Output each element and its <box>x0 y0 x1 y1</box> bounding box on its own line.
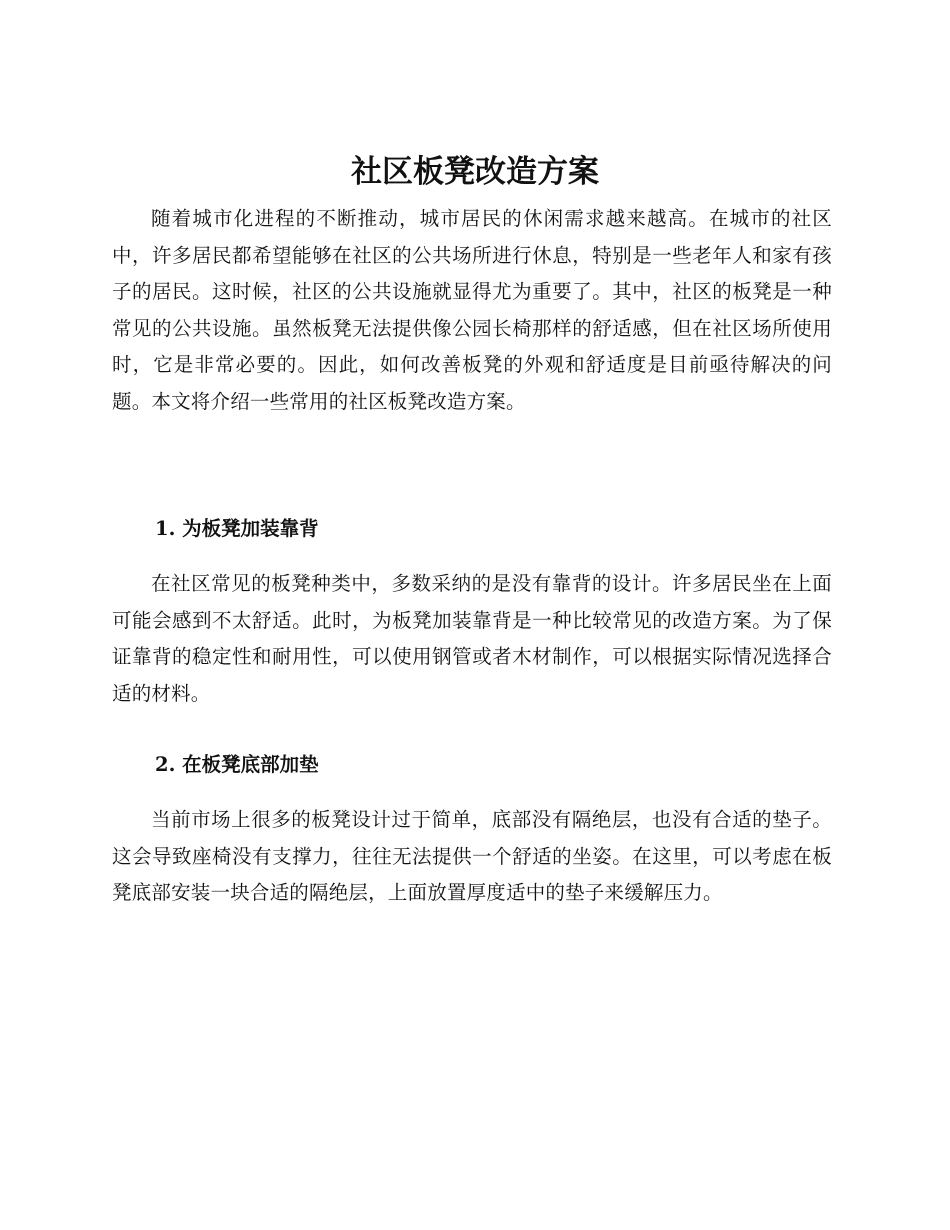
document-title: 社区板凳改造方案 <box>351 154 599 190</box>
section-body-backrest: 在社区常见的板凳种类中，多数采纳的是没有靠背的设计。许多居民坐在上面可能会感到不太舒适。此时，为板凳加装靠背是一种比较常见的改造方案。为了保证靠背的稳定性和耐用性，可以使用钢管或者木材制作，可以根据实际情况选择合适的材料。 <box>112 572 832 705</box>
intro-paragraph: 随着城市化进程的不断推动，城市居民的休闲需求越来越高。在城市的社区中，许多居民都希望能够在社区的公共场所进行休息，特别是一些老年人和家有孩子的居民。这时候，社区的公共设施就显得尤为重要了。其中，社区的板凳是一种常见的公共设施。虽然板凳无法提供像公园长椅那样的舒适感，但在社区场所使用时，它是非常必要的。因此，如何改善板凳的外观和舒适度是目前亟待解决的问题。本文将介绍一些常用的社区板凳改造方案。 <box>112 207 832 413</box>
section-heading-cushion: 2. 在板凳底部加垫 <box>155 753 319 776</box>
section-heading-backrest: 1. 为板凳加装靠背 <box>155 517 319 540</box>
section-body-cushion: 当前市场上很多的板凳设计过于简单，底部没有隔绝层，也没有合适的垫子。这会导致座椅没有支撑力，往往无法提供一个舒适的坐姿。在这里，可以考虑在板凳底部安装一块合适的隔绝层，上面放置厚度适中的垫子来缓解压力。 <box>112 808 832 904</box>
